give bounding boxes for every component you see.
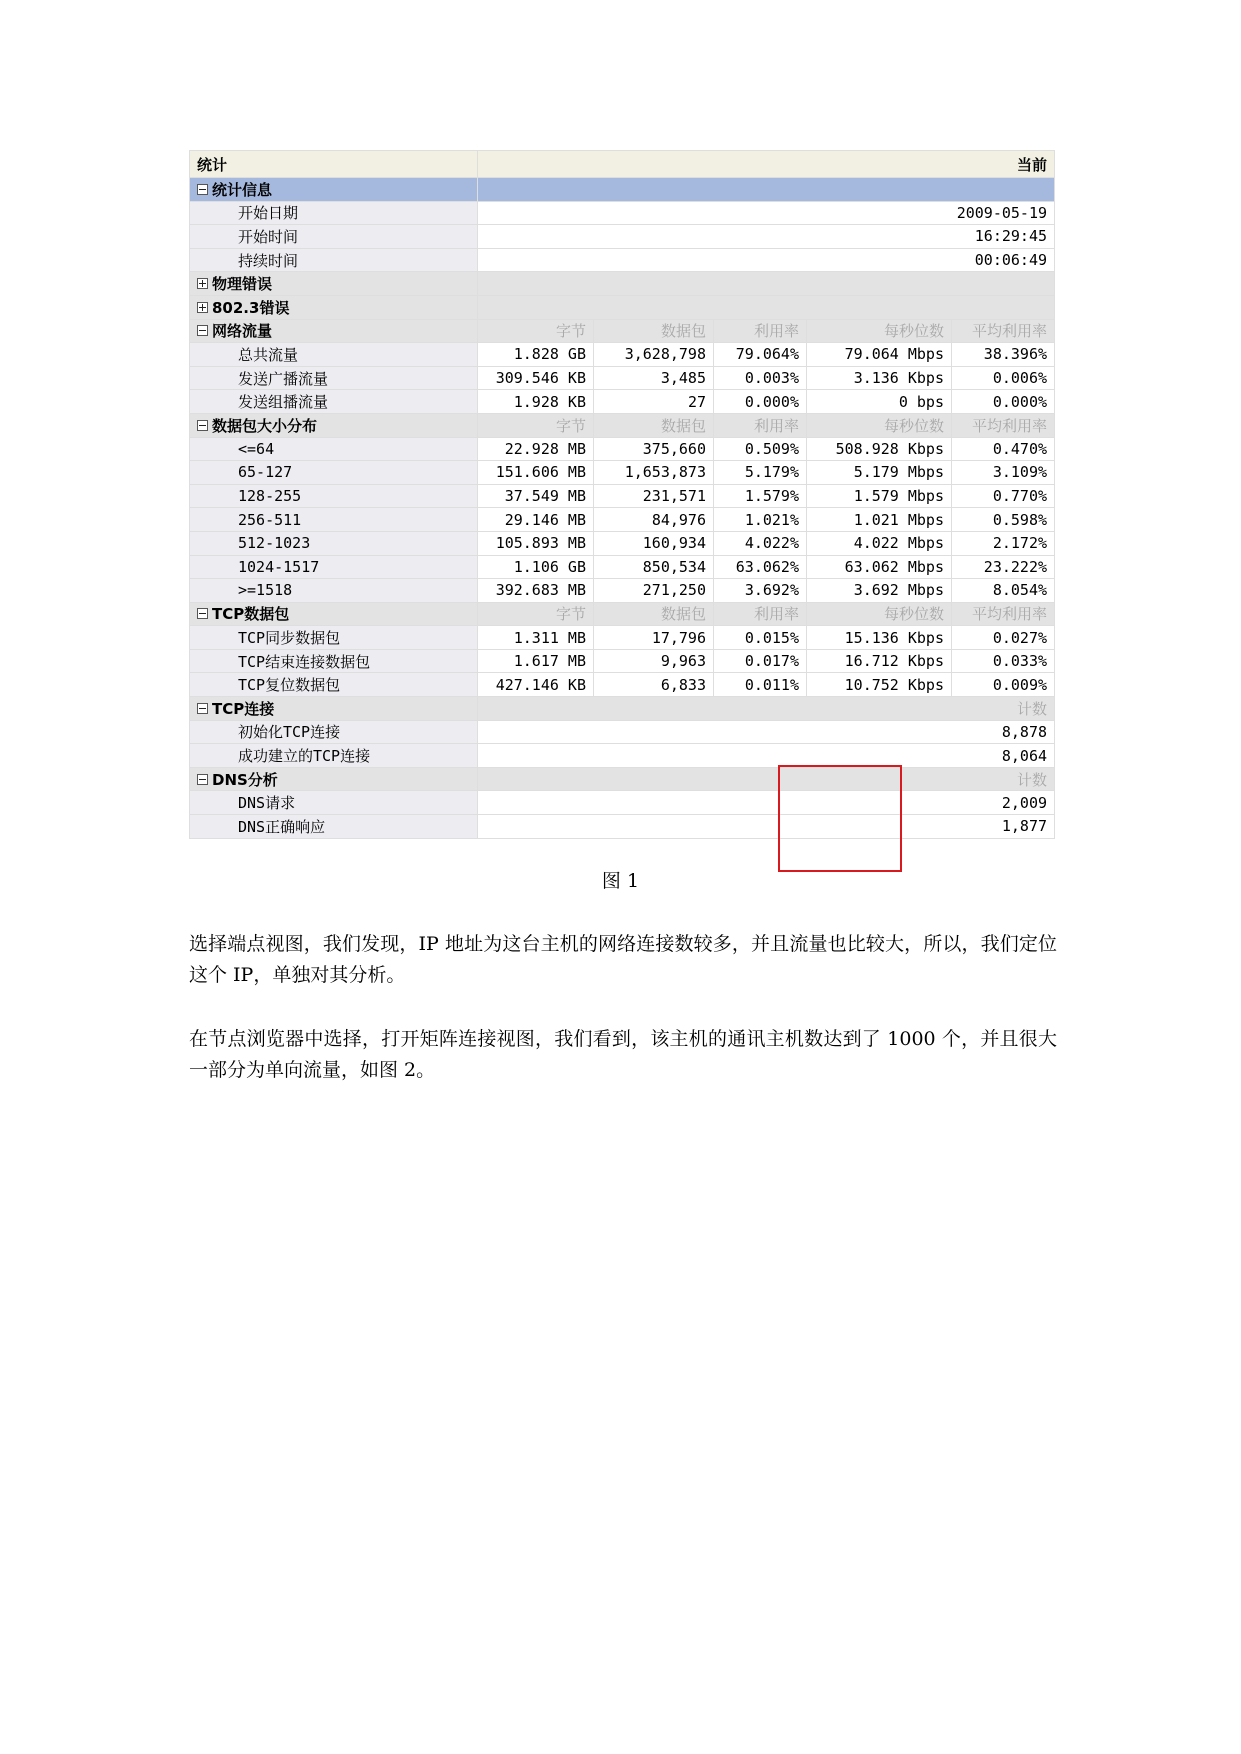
row-value: 00:06:49 [478,248,1055,272]
section-label: 网络流量 [212,322,273,341]
row-label: 发送组播流量 [190,390,478,414]
table-row [190,673,1055,697]
section-row[interactable] [190,295,1055,319]
row-value: 29.146 MB [478,508,594,532]
figure-caption: 图 1 [601,870,640,892]
table-header-row [190,151,1055,178]
table-row [190,649,1055,673]
row-label: <=64 [190,437,478,461]
row-value: 16:29:45 [478,225,1055,249]
row-value: 4.022 Mbps [807,531,952,555]
row-value: 23.222% [952,555,1055,579]
row-value: 5.179% [714,461,807,485]
column-header: 每秒位数 [807,413,952,437]
table-row [190,248,1055,272]
row-value: 309.546 KB [478,366,594,390]
collapse-icon[interactable] [197,608,208,619]
row-value: 1.021% [714,508,807,532]
table-row [190,744,1055,768]
row-value: 63.062% [714,555,807,579]
row-value: 1.828 GB [478,343,594,367]
table-row [190,815,1055,839]
row-value: 22.928 MB [478,437,594,461]
column-header: 每秒位数 [807,319,952,343]
expand-icon[interactable] [197,278,208,289]
section-title[interactable] [190,272,478,296]
paragraph-text: 选择端点视图，我们发现，IP 地址为这台主机的网络连接数较多，并且流量也比较大，所以，我们定位这个 IP，单独对其分析。 [189,933,1057,986]
row-value: 1,653,873 [594,461,714,485]
row-value: 1.021 Mbps [807,508,952,532]
paragraph-1 [189,929,1057,991]
row-value: 0.006% [952,366,1055,390]
section-row[interactable] [190,272,1055,296]
row-value: 8,878 [478,720,1055,744]
section-label: 数据包大小分布 [212,416,318,435]
column-header: 字节 [478,602,594,626]
section-filler [478,295,1055,319]
row-value: 10.752 Kbps [807,673,952,697]
row-value: 1.579 Mbps [807,484,952,508]
section-title[interactable] [190,413,478,437]
table-row [190,791,1055,815]
row-value: 63.062 Mbps [807,555,952,579]
table-row [190,508,1055,532]
table-row [190,366,1055,390]
row-value: 0.027% [952,626,1055,650]
section-title[interactable] [190,319,478,343]
row-value: 0.011% [714,673,807,697]
row-value: 3.692% [714,579,807,603]
row-value: 0.017% [714,649,807,673]
table-row [190,626,1055,650]
column-header: 数据包 [594,413,714,437]
collapse-icon[interactable] [197,420,208,431]
row-label: 发送广播流量 [190,366,478,390]
row-value: 1.928 KB [478,390,594,414]
section-title[interactable] [190,767,478,791]
section-title[interactable] [190,697,478,721]
table-row [190,225,1055,249]
row-value: 151.606 MB [478,461,594,485]
row-value: 79.064 Mbps [807,343,952,367]
section-row[interactable] [190,602,1055,626]
statistics-table [189,150,1055,839]
row-value: 4.022% [714,531,807,555]
row-value: 79.064% [714,343,807,367]
row-value: 0.015% [714,626,807,650]
row-value: 0.009% [952,673,1055,697]
section-label: 统计信息 [212,180,273,199]
row-value: 0.000% [952,390,1055,414]
row-label: 1024-1517 [190,555,478,579]
row-value: 84,976 [594,508,714,532]
row-value: 0 bps [807,390,952,414]
column-header: 每秒位数 [807,602,952,626]
table-row [190,390,1055,414]
row-label: 开始日期 [190,201,478,225]
table-row [190,484,1055,508]
row-value: 0.470% [952,437,1055,461]
row-label: 65-127 [190,461,478,485]
column-header: 计数 [478,697,1055,721]
row-value: 1.617 MB [478,649,594,673]
column-header: 计数 [478,767,1055,791]
column-header: 平均利用率 [952,413,1055,437]
section-title[interactable] [190,602,478,626]
collapse-icon[interactable] [197,774,208,785]
column-header: 利用率 [714,602,807,626]
column-header: 数据包 [594,602,714,626]
section-label: 物理错误 [212,275,273,294]
row-value: 231,571 [594,484,714,508]
row-value: 16.712 Kbps [807,649,952,673]
row-value: 15.136 Kbps [807,626,952,650]
row-value: 850,534 [594,555,714,579]
collapse-icon[interactable] [197,325,208,336]
row-value: 1,877 [478,815,1055,839]
row-value: 5.179 Mbps [807,461,952,485]
row-value: 0.770% [952,484,1055,508]
column-header: 字节 [478,319,594,343]
row-label: TCP复位数据包 [190,673,478,697]
table-row [190,720,1055,744]
row-value: 2,009 [478,791,1055,815]
column-header-current: 当前 [478,151,1055,178]
section-row[interactable] [190,697,1055,721]
row-value: 8,064 [478,744,1055,768]
row-value: 27 [594,390,714,414]
row-label: 持续时间 [190,248,478,272]
section-title[interactable] [190,178,478,202]
section-row[interactable] [190,767,1055,791]
row-label: DNS正确响应 [190,815,478,839]
row-value: 375,660 [594,437,714,461]
row-value: 3,485 [594,366,714,390]
section-title[interactable] [190,295,478,319]
row-value: 0.509% [714,437,807,461]
section-filler [478,272,1055,296]
table-row [190,531,1055,555]
row-label: 128-255 [190,484,478,508]
row-label: 开始时间 [190,225,478,249]
row-value: 17,796 [594,626,714,650]
expand-icon[interactable] [197,302,208,313]
row-value: 3.109% [952,461,1055,485]
row-value: 3.136 Kbps [807,366,952,390]
row-value: 508.928 Kbps [807,437,952,461]
row-label: TCP同步数据包 [190,626,478,650]
column-header: 字节 [478,413,594,437]
column-header: 利用率 [714,319,807,343]
row-label: 256-511 [190,508,478,532]
row-label: 初始化TCP连接 [190,720,478,744]
row-value: 8.054% [952,579,1055,603]
section-row[interactable] [190,319,1055,343]
table-row [190,201,1055,225]
section-label: TCP连接 [212,699,275,718]
row-value: 6,833 [594,673,714,697]
column-header: 利用率 [714,413,807,437]
row-value: 1.106 GB [478,555,594,579]
row-value: 37.549 MB [478,484,594,508]
statistics-table-panel [189,150,1054,839]
row-value: 2009-05-19 [478,201,1055,225]
section-row[interactable] [190,178,1055,202]
row-value: 9,963 [594,649,714,673]
paragraph-2 [189,1024,1057,1086]
row-value: 392.683 MB [478,579,594,603]
row-value: 1.579% [714,484,807,508]
column-header-statistics: 统计 [190,151,478,178]
column-header: 平均利用率 [952,319,1055,343]
section-row[interactable] [190,413,1055,437]
row-value: 0.003% [714,366,807,390]
row-label: 总共流量 [190,343,478,367]
row-value: 105.893 MB [478,531,594,555]
table-row [190,579,1055,603]
table-row [190,343,1055,367]
row-value: 38.396% [952,343,1055,367]
row-value: 3.692 Mbps [807,579,952,603]
collapse-icon[interactable] [197,184,208,195]
row-label: 成功建立的TCP连接 [190,744,478,768]
paragraph-text: 在节点浏览器中选择，打开矩阵连接视图，我们看到，该主机的通讯主机数达到了 1000 个，并且很大一部分为单向流量，如图 2。 [189,1028,1057,1081]
section-filler [478,178,1055,202]
column-header: 平均利用率 [952,602,1055,626]
row-value: 271,250 [594,579,714,603]
row-label: 512-1023 [190,531,478,555]
column-header: 数据包 [594,319,714,343]
row-value: 160,934 [594,531,714,555]
section-label: TCP数据包 [212,605,290,624]
row-value: 0.000% [714,390,807,414]
row-value: 1.311 MB [478,626,594,650]
row-label: DNS请求 [190,791,478,815]
row-value: 3,628,798 [594,343,714,367]
row-value: 0.598% [952,508,1055,532]
row-label: >=1518 [190,579,478,603]
row-label: TCP结束连接数据包 [190,649,478,673]
table-row [190,555,1055,579]
section-label: 802.3错误 [212,298,290,317]
table-row [190,437,1055,461]
row-value: 427.146 KB [478,673,594,697]
table-row [190,461,1055,485]
row-value: 0.033% [952,649,1055,673]
section-label: DNS分析 [212,770,278,789]
collapse-icon[interactable] [197,703,208,714]
row-value: 2.172% [952,531,1055,555]
